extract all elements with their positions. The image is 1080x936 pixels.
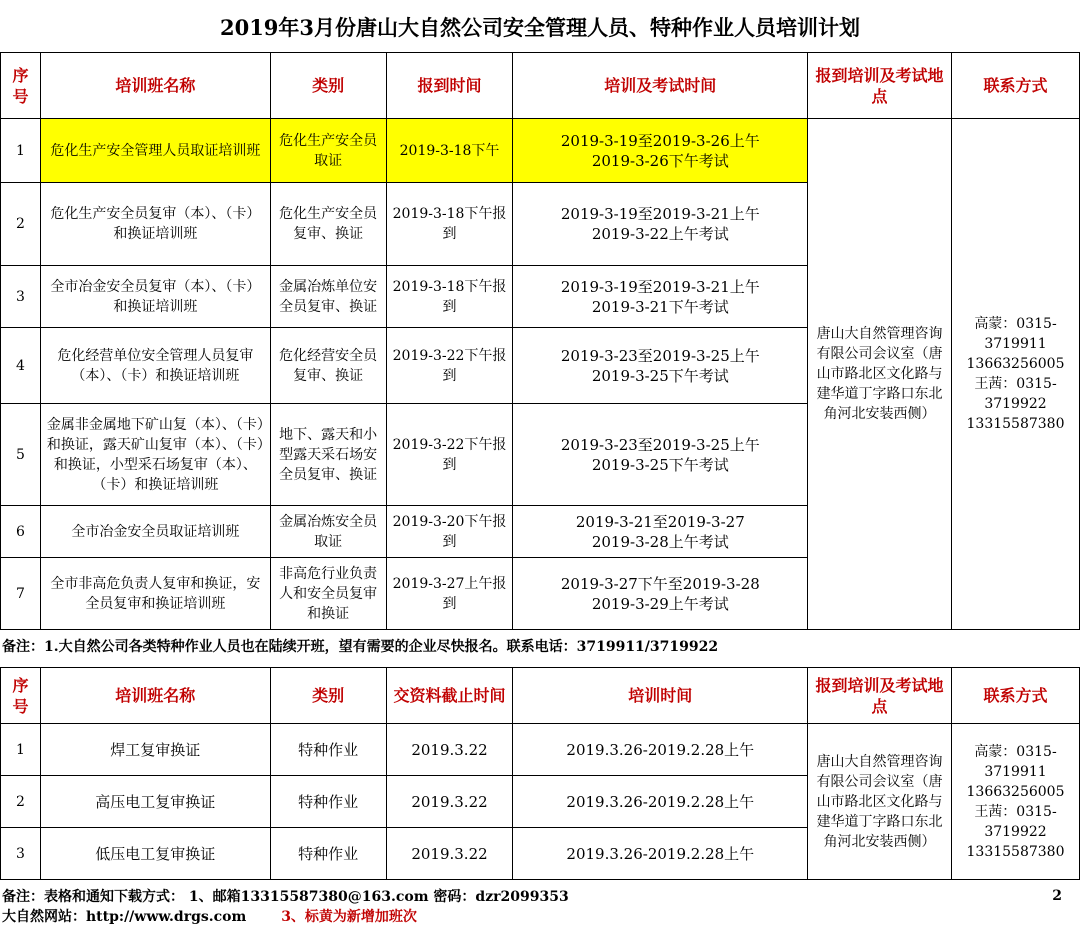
row-time: 2019.3.26-2019.2.28上午 bbox=[513, 776, 808, 828]
row-category: 地下、露天和小型露天采石场安全员复审、换证 bbox=[270, 404, 386, 506]
header-deadline: 交资料截止时间 bbox=[386, 668, 513, 724]
row-time-exam: 2019-3-22上午考试 bbox=[591, 225, 729, 243]
row-time-exam: 2019-3-25下午考试 bbox=[591, 455, 729, 474]
row-time bbox=[513, 404, 808, 506]
row-time: 2019.3.26-2019.2.28上午 bbox=[513, 724, 808, 776]
header-train-time: 培训时间 bbox=[513, 668, 808, 724]
row-category: 危化经营安全员复审、换证 bbox=[270, 328, 386, 404]
header-train-exam-time: 培训及考试时间 bbox=[513, 53, 808, 119]
table-header-row bbox=[1, 668, 1080, 724]
header-name: 培训班名称 bbox=[40, 53, 270, 119]
page-title: 2019年3月份唐山大自然公司安全管理人员、特种作业人员培训计划 bbox=[219, 15, 861, 40]
row-time-train: 2019-3-19至2019-3-21上午 bbox=[560, 205, 760, 223]
footer-website: 大自然网站：http://www.drgs.com bbox=[2, 909, 247, 925]
row-name: 焊工复审换证 bbox=[40, 724, 270, 776]
row-time bbox=[513, 266, 808, 328]
row-category: 特种作业 bbox=[270, 724, 386, 776]
table-row bbox=[1, 724, 1080, 776]
row-no: 1 bbox=[1, 119, 41, 183]
row-time: 2019.3.26-2019.2.28上午 bbox=[513, 828, 808, 880]
row-time-train: 2019-3-27下午至2019-3-28 bbox=[560, 574, 760, 593]
contact-line: 13315587380 bbox=[966, 843, 1065, 860]
row-time-train: 2019-3-21至2019-3-27 bbox=[575, 512, 745, 531]
row-time bbox=[513, 328, 808, 404]
header-contact: 联系方式 bbox=[951, 53, 1079, 119]
contact-cell bbox=[951, 724, 1079, 880]
row-category: 危化生产安全员复审、换证 bbox=[270, 183, 386, 266]
header-location: 报到培训及考试地点 bbox=[808, 53, 952, 119]
header-category: 类别 bbox=[270, 668, 386, 724]
row-deadline: 2019.3.22 bbox=[386, 776, 513, 828]
row-time-exam: 2019-3-26下午考试 bbox=[591, 151, 729, 170]
header-no: 序号 bbox=[1, 668, 41, 724]
row-time-exam: 2019-3-21下午考试 bbox=[591, 297, 729, 316]
location-cell: 唐山大自然管理咨询有限公司会议室（唐山市路北区文化路与建华道丁字路口东北角河北安装西侧） bbox=[808, 724, 952, 880]
header-report-time: 报到时间 bbox=[386, 53, 513, 119]
header-name: 培训班名称 bbox=[40, 668, 270, 724]
contact-line: 王茜：0315-3719922 bbox=[974, 376, 1057, 412]
row-no: 3 bbox=[1, 266, 41, 328]
row-report: 2019-3-27上午报到 bbox=[386, 558, 513, 630]
header-category: 类别 bbox=[270, 53, 386, 119]
note-remark: 备注：1.大自然公司各类特种作业人员也在陆续开班，望有需要的企业尽快报名。联系电话：3719911/3719922 bbox=[2, 639, 719, 655]
contact-cell bbox=[951, 119, 1079, 630]
row-report: 2019-3-18下午报到 bbox=[386, 183, 513, 266]
row-no: 4 bbox=[1, 328, 41, 404]
contact-line: 高蒙：0315-3719911 bbox=[974, 316, 1057, 352]
row-time-exam: 2019-3-29上午考试 bbox=[591, 594, 729, 613]
row-name: 危化经营单位安全管理人员复审（本）、（卡）和换证培训班 bbox=[40, 328, 270, 404]
row-name: 全市冶金安全员复审（本）、（卡）和换证培训班 bbox=[40, 266, 270, 328]
row-time-exam: 2019-3-25下午考试 bbox=[591, 366, 729, 385]
training-plan-table-special-operation bbox=[0, 667, 1080, 880]
row-time bbox=[513, 558, 808, 630]
row-no: 6 bbox=[1, 506, 41, 558]
row-report: 2019-3-18下午 bbox=[386, 119, 513, 183]
row-time-train: 2019-3-23至2019-3-25上午 bbox=[560, 435, 760, 454]
row-category: 危化生产安全员取证 bbox=[270, 119, 386, 183]
row-category: 特种作业 bbox=[270, 776, 386, 828]
contact-line: 王茜：0315-3719922 bbox=[974, 803, 1057, 840]
header-no: 序号 bbox=[1, 53, 41, 119]
header-location: 报到培训及考试地点 bbox=[808, 668, 952, 724]
footer-highlight-note: 3、标黄为新增加班次 bbox=[281, 909, 417, 925]
row-category: 金属冶炼安全员取证 bbox=[270, 506, 386, 558]
row-category: 非高危行业负责人和安全员复审和换证 bbox=[270, 558, 386, 630]
table-header-row bbox=[1, 53, 1080, 119]
row-category: 金属冶炼单位安全员复审、换证 bbox=[270, 266, 386, 328]
row-no: 2 bbox=[1, 776, 41, 828]
row-deadline: 2019.3.22 bbox=[386, 828, 513, 880]
row-time bbox=[513, 183, 808, 266]
row-time-exam: 2019-3-28上午考试 bbox=[591, 532, 729, 551]
row-name: 全市非高危负责人复审和换证，安全员复审和换证培训班 bbox=[40, 558, 270, 630]
table-row bbox=[1, 119, 1080, 183]
contact-line: 13663256005 bbox=[966, 356, 1065, 372]
row-no: 5 bbox=[1, 404, 41, 506]
row-time-train: 2019-3-19至2019-3-21上午 bbox=[560, 277, 760, 296]
row-report: 2019-3-22下午报到 bbox=[386, 328, 513, 404]
contact-line: 13663256005 bbox=[966, 783, 1065, 800]
contact-line: 高蒙：0315-3719911 bbox=[974, 743, 1057, 780]
row-name: 危化生产安全员复审（本）、（卡）和换证培训班 bbox=[40, 183, 270, 266]
contact-line: 13315587380 bbox=[966, 416, 1065, 432]
row-name: 低压电工复审换证 bbox=[40, 828, 270, 880]
row-name: 危化生产安全管理人员取证培训班 bbox=[40, 119, 270, 183]
header-contact: 联系方式 bbox=[951, 668, 1079, 724]
row-time bbox=[513, 119, 808, 183]
row-report: 2019-3-22下午报到 bbox=[386, 404, 513, 506]
row-time bbox=[513, 506, 808, 558]
footer-download-info: 备注：表格和通知下载方式： 1、邮箱13315587380@163.com 密码：dzr2099353 bbox=[2, 889, 569, 905]
row-no: 3 bbox=[1, 828, 41, 880]
row-name: 全市冶金安全员取证培训班 bbox=[40, 506, 270, 558]
row-no: 2 bbox=[1, 183, 41, 266]
row-no: 7 bbox=[1, 558, 41, 630]
row-report: 2019-3-18下午报到 bbox=[386, 266, 513, 328]
row-name: 高压电工复审换证 bbox=[40, 776, 270, 828]
row-time-train: 2019-3-19至2019-3-26上午 bbox=[560, 131, 760, 150]
row-name: 金属非金属地下矿山复（本）、（卡）和换证，露天矿山复审（本）、（卡）和换证，小型采石场复审（本）、（卡）和换证培训班 bbox=[40, 404, 270, 506]
footer-website-line bbox=[2, 908, 417, 926]
row-time-train: 2019-3-23至2019-3-25上午 bbox=[560, 346, 760, 365]
location-cell: 唐山大自然管理咨询有限公司会议室（唐山市路北区文化路与建华道丁字路口东北角河北安装西侧） bbox=[808, 119, 952, 630]
training-plan-table-management bbox=[0, 52, 1080, 630]
row-category: 特种作业 bbox=[270, 828, 386, 880]
row-deadline: 2019.3.22 bbox=[386, 724, 513, 776]
row-no: 1 bbox=[1, 724, 41, 776]
row-report: 2019-3-20下午报到 bbox=[386, 506, 513, 558]
page-number: 2 bbox=[1052, 888, 1062, 904]
